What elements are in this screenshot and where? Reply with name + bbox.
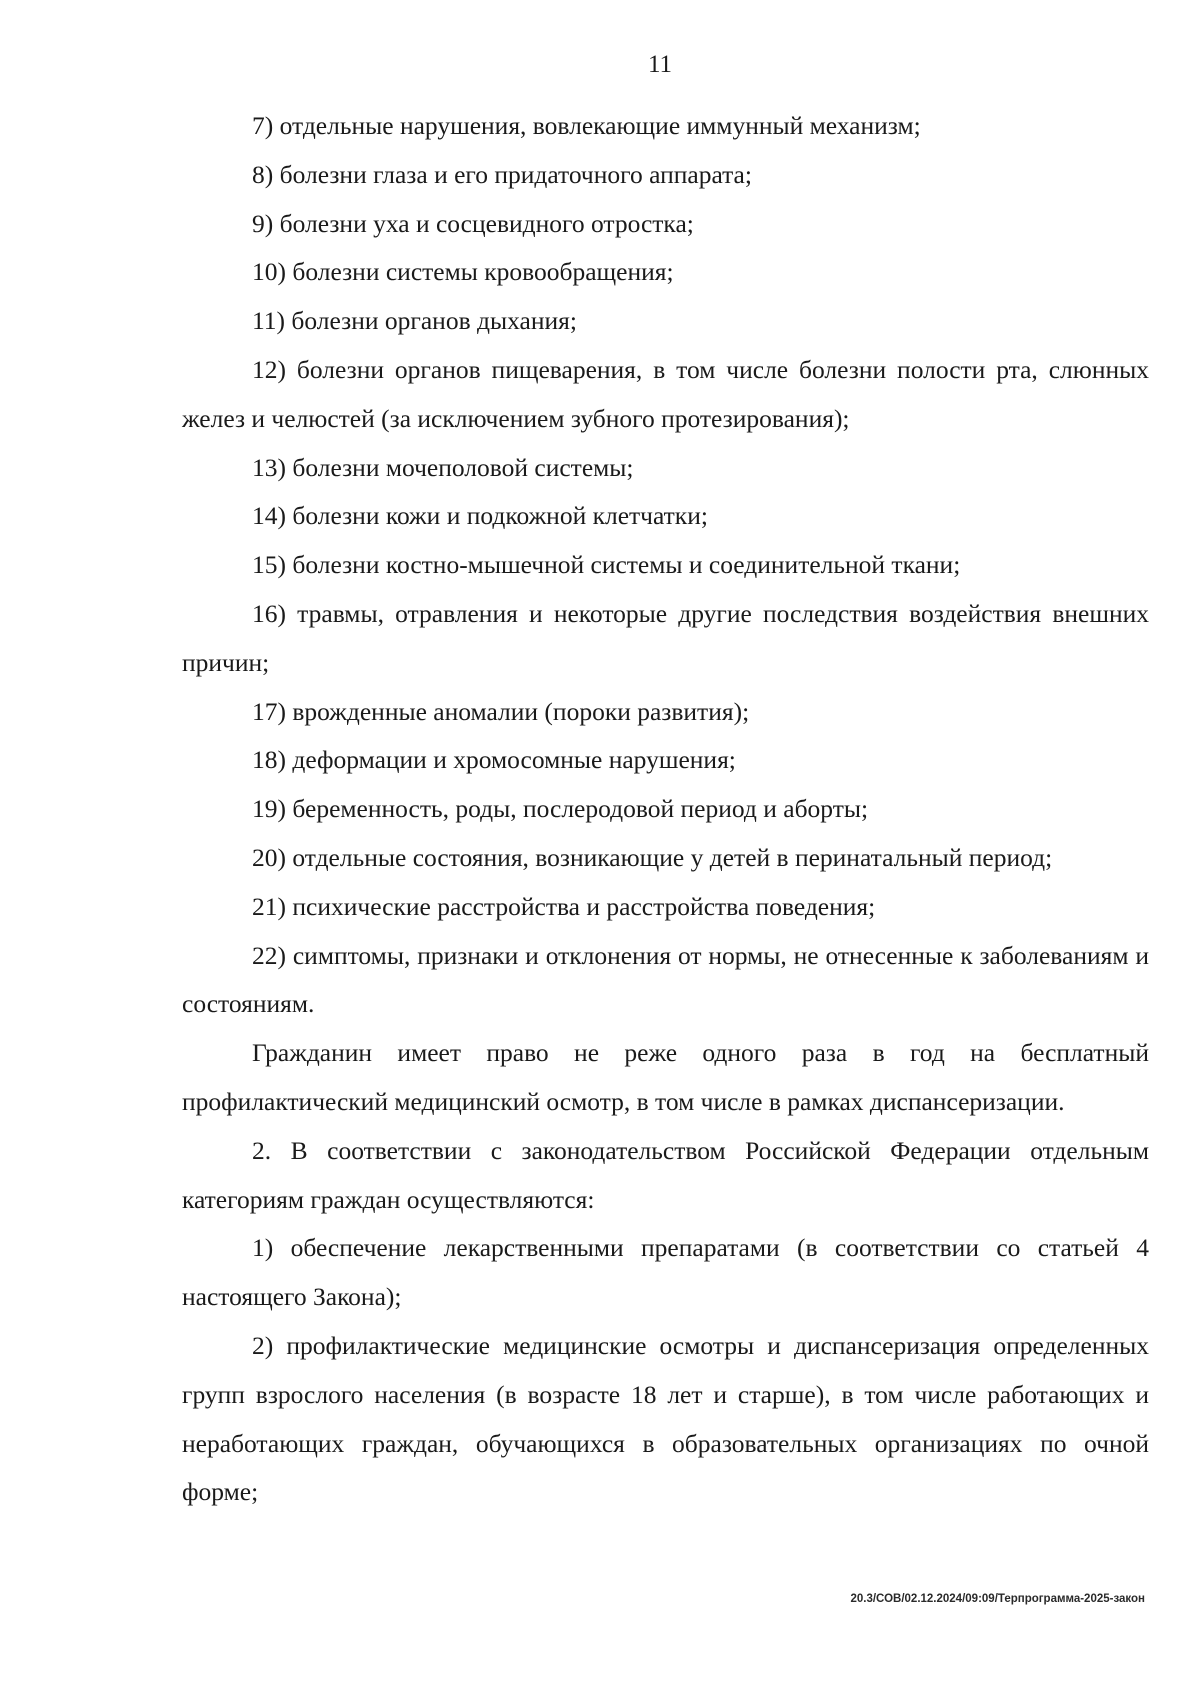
list-item-20: 20) отдельные состояния, возникающие у детей в перинатальный период; (252, 842, 1053, 872)
page-number: 11 (647, 51, 673, 78)
document-footer-code: 20.3/СОВ/02.12.2024/09:09/Терпрограмма-2025-закон (850, 1593, 1145, 1605)
list-item-15: 15) болезни костно-мышечной системы и соединительной ткани; (252, 550, 961, 580)
list-item-10: 10) болезни системы кровообращения; (252, 257, 674, 287)
list-item-22: 22) симптомы, признаки и отклонения от нормы, не отнесенные к заболеваниям и состояниям. (182, 940, 1149, 1019)
paragraph-citizen-right: Гражданин имеет право не реже одного раза в год на бесплатный профилактический медицинский осмотр, в том числе в рамках диспансеризации. (182, 1038, 1149, 1116)
list-item-7: 7) отдельные нарушения, вовлекающие иммунный механизм; (252, 111, 921, 140)
list-item-8: 8) болезни глаза и его придаточного аппарата; (252, 159, 752, 189)
list-item-12: 12) болезни органов пищеварения, в том числе болезни полости рта, слюнных желез и челюстей (за исключением зубного протезирования); (182, 354, 1149, 433)
list-item-18: 18) деформации и хромосомные нарушения; (252, 745, 736, 775)
list-item-11: 11) болезни органов дыхания; (252, 306, 577, 336)
list-item-21: 21) психические расстройства и расстройства поведения; (252, 891, 876, 921)
section-2-item-2: 2) профилактические медицинские осмотры и диспансеризация определенных групп взрослого населения (в возрасте 18 лет и старше), в том числе работающих и неработающих граждан, обучающихся в образовательных организациях по очной форме; (182, 1330, 1149, 1507)
section-2-item-1: 1) обеспечение лекарственными препаратами (в соответствии со статьей 4 настоящего Закона); (182, 1233, 1149, 1312)
list-item-17: 17) врожденные аномалии (пороки развития); (252, 696, 750, 726)
list-item-13: 13) болезни мочеполовой системы; (252, 452, 634, 482)
list-item-14: 14) болезни кожи и подкожной клетчатки; (252, 501, 708, 531)
paragraph-section-2: 2. В соответствии с законодательством Российской Федерации отдельным категориям граждан осуществляются: (182, 1135, 1149, 1214)
document-body (182, 102, 1149, 1517)
list-item-16: 16) травмы, отравления и некоторые другие последствия воздействия внешних причин; (182, 598, 1149, 677)
list-item-9: 9) болезни уха и сосцевидного отростка; (252, 208, 694, 238)
list-item-19: 19) беременность, роды, послеродовой период и аборты; (252, 794, 869, 824)
